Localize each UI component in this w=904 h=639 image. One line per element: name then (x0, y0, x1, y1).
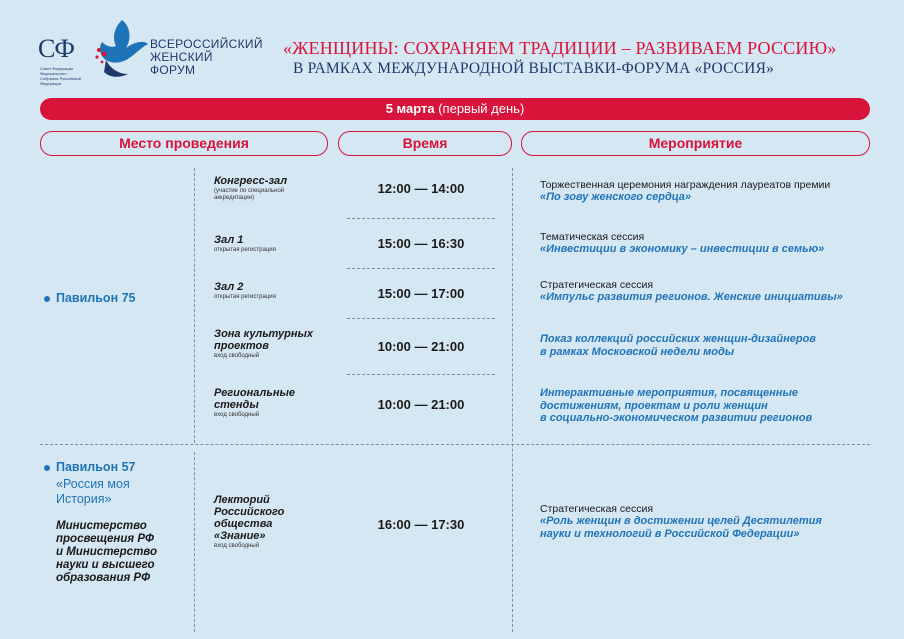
event-item (540, 387, 870, 425)
day-banner (40, 98, 870, 120)
event-name-line: науки и технологий в Российской Федерации» (540, 527, 800, 540)
hall-culture-zone (214, 328, 334, 360)
pavilion-57-subtitle (56, 477, 130, 507)
column-header-time: Время (338, 131, 512, 156)
ministry-line: и Министерство (56, 546, 157, 558)
forum-name (150, 38, 263, 77)
event-item (540, 279, 870, 304)
hall-note: открытая регистрация (214, 247, 276, 253)
page-header (0, 0, 904, 95)
time-slot: 10:00 — 21:00 (377, 339, 465, 354)
row-divider (347, 318, 495, 319)
event-name: «Инвестиции в экономику – инвестиции в семью» (540, 243, 825, 255)
ministry-line: науки и высшего (56, 559, 155, 571)
row-divider (347, 218, 495, 219)
dove-icon (90, 16, 150, 82)
hall-note: (участие по специальной аккредитации) (214, 188, 285, 201)
sf-logo (38, 34, 86, 90)
time-slot: 12:00 — 14:00 (377, 181, 465, 196)
pavilion-75 (44, 291, 136, 305)
pavilion-57-name: Павильон 57 (56, 460, 136, 474)
subtitle-line: «Россия моя (56, 477, 130, 491)
subtitle-line: История» (56, 492, 112, 506)
forum-name-line-3: ФОРУМ (150, 63, 196, 77)
bullet-icon (44, 296, 50, 302)
column-header-venue: Место проведения (40, 131, 328, 156)
event-name: «Импульс развития регионов. Женские инициативы» (540, 291, 843, 303)
event-name-line: достижениям, проектам и роли женщин (540, 399, 768, 412)
time-slot: 16:00 — 17:30 (377, 517, 465, 532)
hall-note: вход свободный (214, 353, 260, 359)
forum-name-line-2: ЖЕНСКИЙ (150, 50, 213, 64)
main-title: «ЖЕНЩИНЫ: СОХРАНЯЕМ ТРАДИЦИИ – РАЗВИВАЕМ РОССИЮ» (283, 38, 837, 58)
row-divider (347, 374, 495, 375)
hall-name: Зал 1 (214, 234, 244, 246)
event-name-line: Интерактивные мероприятия, посвященные (540, 387, 798, 399)
pavilion-57 (44, 460, 136, 474)
divider-horizontal (40, 444, 870, 445)
hall-name-line: Российского (214, 506, 285, 518)
divider-vertical (194, 452, 195, 632)
event-type: Стратегическая сессия (540, 503, 654, 515)
time-slot: 10:00 — 21:00 (377, 397, 465, 412)
bullet-icon (44, 465, 50, 471)
hall-name-line: стенды (214, 399, 259, 411)
divider-vertical (194, 168, 195, 443)
time-slot: 15:00 — 16:30 (377, 236, 465, 251)
event-type: Торжественная церемония награждения лауреатов премии (540, 179, 831, 191)
event-name-line: «Роль женщин в достижении целей Десятилетия (540, 515, 822, 527)
hall-note: вход свободный (214, 412, 260, 418)
hall-name-line: Лекторий (214, 494, 270, 506)
forum-name-line-1: ВСЕРОССИЙСКИЙ (150, 37, 263, 51)
ministry-line: образования РФ (56, 572, 151, 584)
event-item (540, 231, 870, 256)
day-date: 5 марта (385, 101, 435, 116)
event-name-line: в социально-экономическом развитии регионов (540, 412, 813, 424)
day-label: (первый день) (438, 101, 525, 116)
hall-note: вход свободный (214, 543, 260, 549)
event-item (540, 503, 870, 540)
event-type: Тематическая сессия (540, 231, 645, 243)
hall-congress (214, 175, 334, 202)
hall-note: открытая регистрация (214, 294, 276, 300)
event-item (540, 179, 870, 204)
event-name: «По зову женского сердца» (540, 191, 691, 203)
hall-name: Конгресс-зал (214, 175, 288, 187)
hall-1 (214, 234, 334, 254)
ministry-organizers (56, 520, 157, 585)
event-name-line: в рамках Московской недели моды (540, 345, 735, 358)
hall-name: Зал 2 (214, 281, 244, 293)
hall-2 (214, 281, 334, 301)
row-divider (347, 268, 495, 269)
sub-title: В РАМКАХ МЕЖДУНАРОДНОЙ ВЫСТАВКИ-ФОРУМА «РОССИЯ» (293, 60, 775, 77)
hall-regional-stands (214, 387, 334, 419)
event-item (540, 333, 870, 358)
hall-name-line: Зона культурных (214, 328, 314, 340)
sf-subtitle: Совет Федерации Федерального Собрания Российской Федерации (40, 66, 82, 86)
event-type: Стратегическая сессия (540, 279, 654, 291)
hall-name-line: проектов (214, 340, 269, 352)
ministry-line: Министерство (56, 520, 147, 532)
divider-vertical (512, 168, 513, 632)
pavilion-75-name: Павильон 75 (56, 291, 136, 305)
time-slot: 15:00 — 17:00 (377, 286, 465, 301)
hall-name-line: Региональные (214, 387, 296, 399)
hall-name-line: «Знание» (214, 530, 266, 542)
ministry-line: просвещения РФ (56, 533, 154, 545)
event-name-line: Показ коллекций российских женщин-дизайнеров (540, 333, 816, 345)
hall-name-line: общества (214, 518, 273, 530)
hall-znanie-lectorium (214, 494, 334, 550)
column-header-event: Мероприятие (521, 131, 870, 156)
sf-mark: СФ (38, 34, 74, 63)
